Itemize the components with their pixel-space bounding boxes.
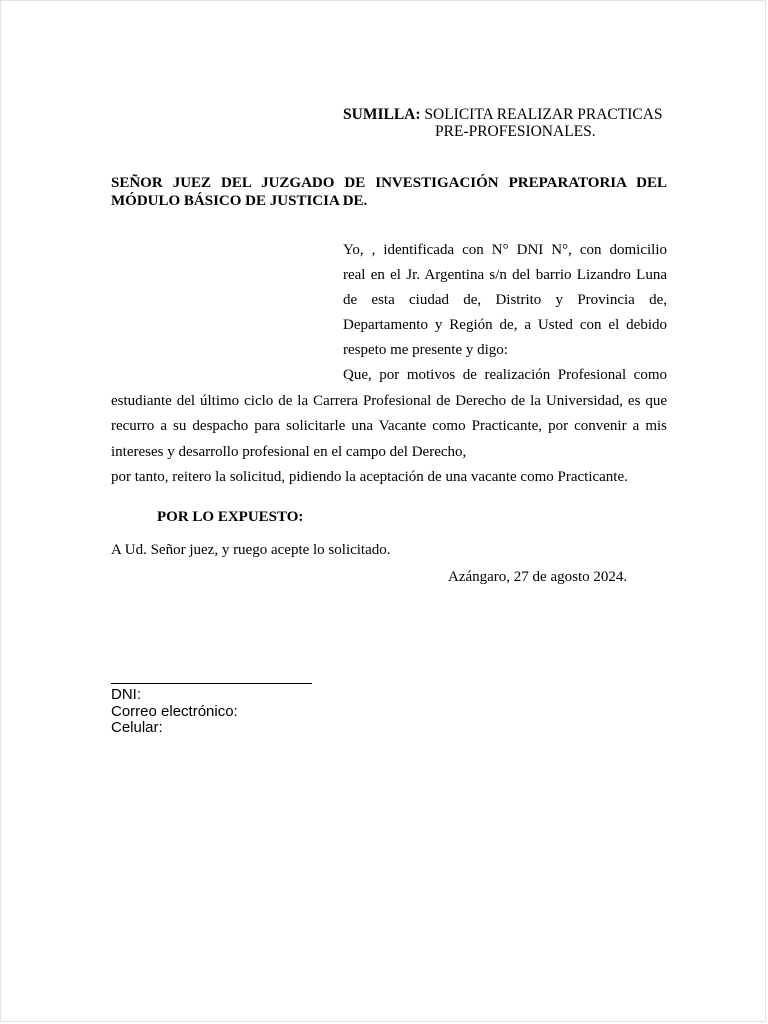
intro-line: real en el Jr. Argentina s/n del barrio Lizandro Luna (343, 267, 667, 283)
sumilla-text-2: PRE-PROFESIONALES. (435, 123, 596, 140)
body-line: recurro a su despacho para solicitarle una Vacante como Practicante, por convenir a mis (111, 418, 667, 434)
body-line: intereses y desarrollo profesional en el campo del Derecho, (111, 443, 467, 460)
expuesto-heading: POR LO EXPUESTO: (157, 509, 304, 525)
intro-line: respeto me presente y digo: (343, 342, 508, 358)
sumilla-text-1: SOLICITA REALIZAR PRACTICAS (424, 106, 663, 123)
signature-email-label: Correo electrónico: (111, 703, 238, 720)
intro-paragraph (343, 238, 667, 363)
sumilla-line (343, 106, 663, 124)
intro-line: de esta ciudad de, Distrito y Provincia de, (343, 292, 667, 308)
addressee-line-2: MÓDULO BÁSICO DE JUSTICIA DE. (111, 193, 368, 209)
intro-line: Departamento y Región de, a Usted con el debido (343, 317, 667, 333)
body-line: por tanto, reitero la solicitud, pidiendo la aceptación de una vacante como Practicante. (111, 469, 628, 485)
signature-line (111, 683, 312, 684)
addressee-line-1: SEÑOR JUEZ DEL JUZGADO DE INVESTIGACIÓN PREPARATORIA DEL (111, 175, 667, 191)
place-date: Azángaro, 27 de agosto 2024. (448, 569, 628, 585)
signature-dni-label: DNI: (111, 686, 141, 703)
closing-request: A Ud. Señor juez, y ruego acepte lo solicitado. (111, 542, 391, 558)
body-line: estudiante del último ciclo de la Carrera Profesional de Derecho de la Universidad, es que (111, 392, 667, 409)
intro-line: Yo, , identificada con N° DNI N°, con domicilio (343, 242, 667, 258)
body-line: Que, por motivos de realización Profesional como (343, 367, 667, 383)
addressee-heading (111, 174, 667, 210)
sumilla-label: SUMILLA: (343, 106, 421, 123)
signature-phone-label: Celular: (111, 719, 163, 736)
body-paragraph (111, 363, 667, 491)
